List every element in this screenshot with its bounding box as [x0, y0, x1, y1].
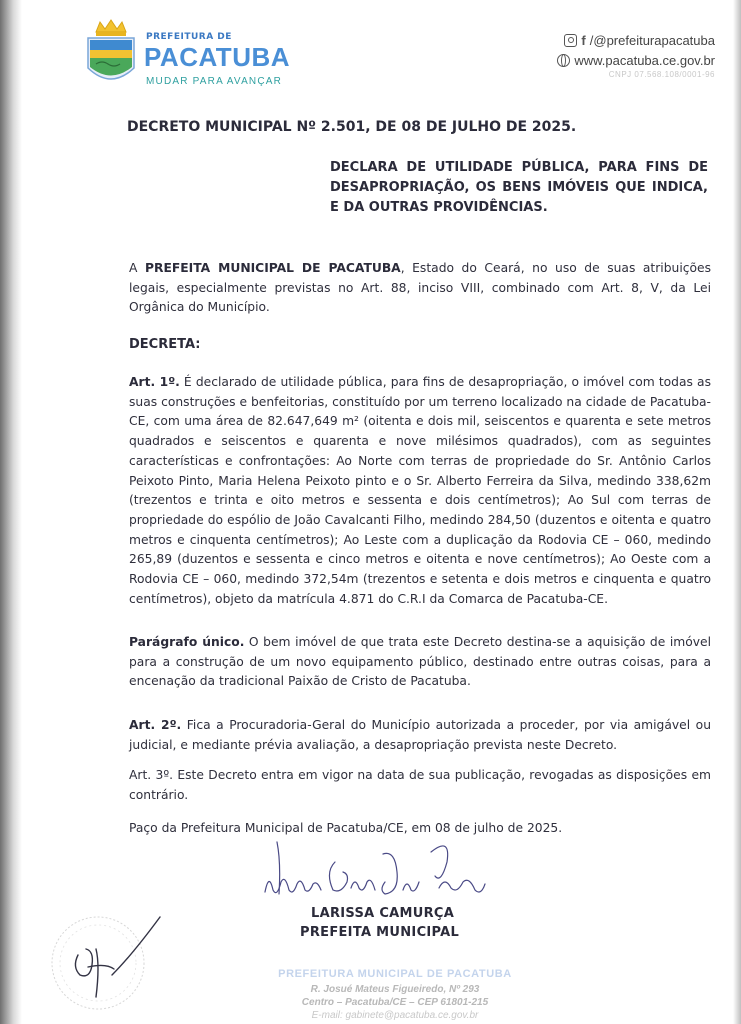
- header-faded-text: CNPJ 07.568.108/0001-96: [608, 70, 715, 79]
- article-2: [129, 716, 711, 755]
- instagram-icon: [564, 34, 577, 47]
- header-contact: [557, 30, 715, 82]
- footer-city: Centro – Pacatuba/CE – CEP 61801-215: [301, 997, 489, 1008]
- preamble-authority: PREFEITA MUNICIPAL DE PACATUBA: [144, 261, 401, 275]
- facebook-icon: f: [581, 32, 586, 48]
- paragrafo-unico-label: Parágrafo único.: [129, 635, 245, 649]
- article-2-label: Art. 2º.: [129, 718, 182, 732]
- page-edge-shadow-right: [733, 0, 741, 1024]
- pacatuba-logo: [84, 18, 299, 90]
- rubric-stamp: [40, 905, 170, 1015]
- website-line: [557, 50, 715, 70]
- signer-role: PREFEITA MUNICIPAL: [300, 925, 460, 940]
- social-line: [557, 30, 715, 50]
- decree-title: DECRETO MUNICIPAL Nº 2.501, DE 08 DE JULHO DE 2025.: [127, 119, 577, 135]
- closing-line: Paço da Prefeitura Municipal de Pacatuba/CE, em 08 de julho de 2025.: [129, 821, 563, 835]
- article-1: [129, 373, 711, 609]
- paragrafo-unico-text: O bem imóvel de que trata este Decreto destina-se a aquisição de imóvel para a construção de um novo equipamento público, destinado entre outras coisas, para a encenação da tradicional Paixão de Cristo de Pacatuba.: [129, 635, 711, 689]
- logo-slogan: MUDAR PARA AVANÇAR: [146, 76, 283, 87]
- article-3: Art. 3º. Este Decreto entra em vigor na data de sua publicação, revogadas as disposições em contrário.: [129, 768, 711, 802]
- page-footer: [240, 968, 550, 1023]
- handwritten-signature: [255, 832, 495, 912]
- logo-small-text: PREFEITURA DE: [146, 32, 232, 42]
- footer-address: R. Josué Mateus Figueiredo, Nº 293: [310, 984, 480, 995]
- logo-city-name: PACATUBA: [144, 42, 291, 72]
- preamble-paragraph: [129, 259, 711, 318]
- preamble-text: , Estado do Ceará, no uso de suas atribuições legais, especialmente previstas no Art. 88, inciso VIII, combinado com Art. 8, V, da Lei Orgânica do Município.: [129, 261, 711, 315]
- preamble-prefix: A: [129, 261, 145, 275]
- social-handle: /@prefeiturapacatuba: [589, 32, 715, 48]
- decree-ementa: DECLARA DE UTILIDADE PÚBLICA, PARA FINS DE DESAPROPRIAÇÃO, OS BENS IMÓVEIS QUE INDICA, E DA OUTRAS PROVIDÊNCIAS.: [330, 160, 708, 215]
- article-2-text: Fica a Procuradoria-Geral do Município autorizada a proceder, por via amigável ou judicial, e mediante prévia avaliação, a desapropriação prevista neste Decreto.: [129, 718, 712, 752]
- page-edge-shadow: [0, 0, 22, 1024]
- crown-shield-icon: [84, 18, 138, 90]
- paragrafo-unico: [129, 633, 711, 692]
- decreta-heading: DECRETA:: [129, 337, 201, 352]
- article-1-text: É declarado de utilidade pública, para fins de desapropriação, o imóvel com todas as suas construções e benfeitorias, constituído por um terreno localizado na cidade de Pacatuba-CE, com uma área de 82.647,649 m² (oitenta e dois mil, seiscentos e quarenta e sete metros quadrados e seiscentos e quarenta e nove milésimos quadrados), com as seguintes características e confrontações: Ao Norte com terras de propriedade do Sr. Antônio Carlos Peixoto Pinto, Maria Helena Peixoto pinto e o Sr. Alberto Ferreira da Silva, medindo 338,62m (trezentos e trinta e oito metros e sessenta e dois centímetros); Ao Sul com terras de propriedade do espólio de João Cavalcanti Filho, medindo 284,50 (duzentos e oitenta e quatro metros e cinquenta centímetros); Ao Leste com a duplicação da Rodovia CE – 060, medindo 265,89 (duzentos e sessenta e cinco metros e oitenta e nove centímetros); Ao Oeste com a Rodovia CE – 060, medindo 372,54m (trezentos e setenta e dois metros e cinquenta e quatro centímetros), objeto da matrícula 4.871 do C.R.I da Comarca de Pacatuba-CE.: [129, 375, 711, 606]
- signer-name: LARISSA CAMURÇA: [311, 906, 455, 921]
- website-url: www.pacatuba.ce.gov.br: [574, 52, 715, 68]
- footer-org: PREFEITURA MUNICIPAL DE PACATUBA: [278, 968, 512, 980]
- globe-icon: [557, 54, 570, 67]
- footer-email: E-mail: gabinete@pacatuba.ce.gov.br: [311, 1010, 479, 1021]
- article-1-label: Art. 1º.: [129, 375, 180, 389]
